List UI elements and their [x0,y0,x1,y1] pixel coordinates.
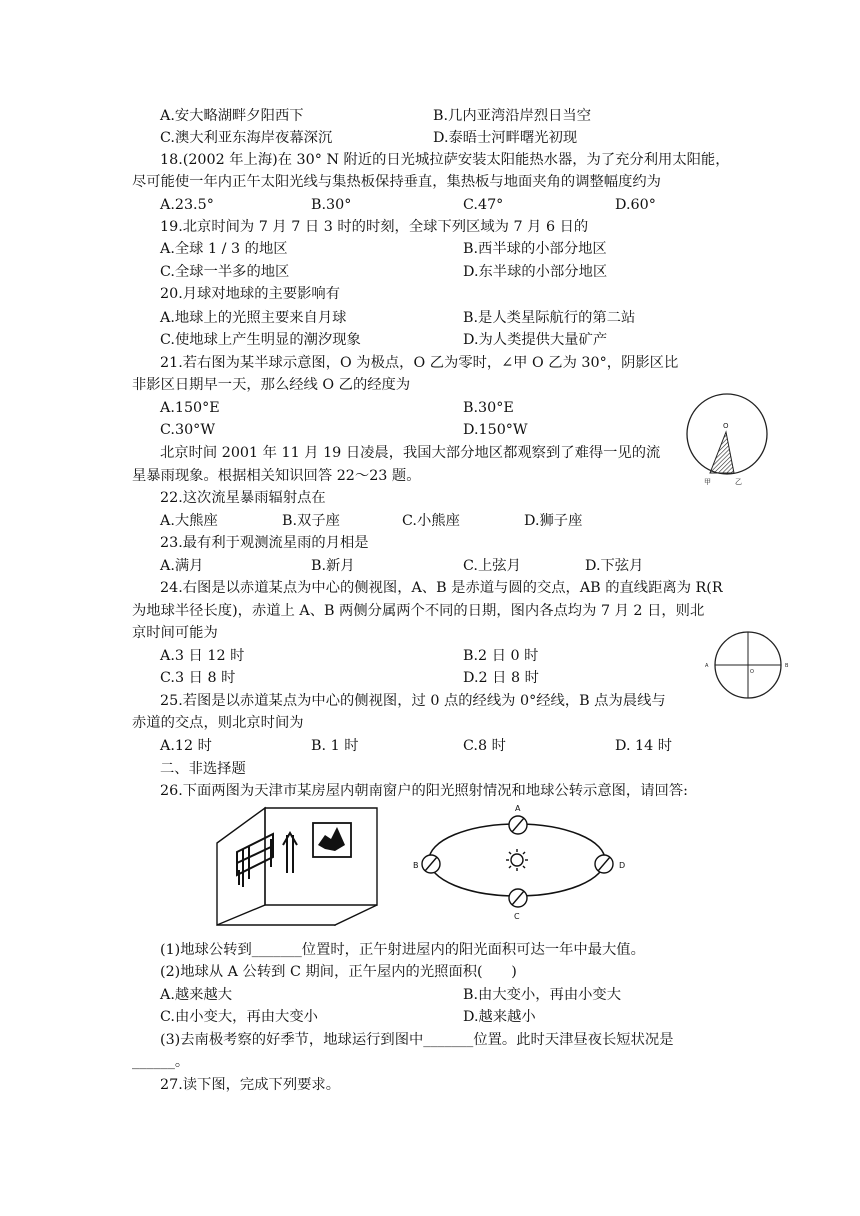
q24-option-d: D.2 日 8 时 [463,670,539,686]
left-wall [217,808,265,925]
q18-option-a: A.23.5° [160,197,214,213]
q26-option-d: D.越来越小 [463,1009,536,1025]
meteor-intro-cont: 星暴雨现象。根据相关知识回答 22～23 题。 [132,468,421,484]
q20-option-c: C.使地球上产生明显的潮汐现象 [160,332,361,348]
q20-option-a: A.地球上的光照主要来自月球 [160,310,347,326]
person-icon [283,833,297,873]
q18-option-b: B.30° [311,197,352,213]
orbit-label-d: D [619,861,626,870]
q17-option-a: A.安大略湖畔夕阳西下 [160,108,304,124]
q25-stem-cont: 赤道的交点，则北京时间为 [132,715,304,731]
q25-option-b: B. 1 时 [311,738,359,754]
yi-label: 乙 [735,478,742,486]
q17-option-d: D.泰晤士河畔曙光初现 [433,130,578,146]
section-heading: 二、非选择题 [160,761,246,777]
q19-option-d: D.东半球的小部分地区 [463,264,608,280]
earth-position-c [509,889,527,907]
earth-position-d [595,855,613,873]
point-b-label: B [785,663,789,669]
window-icon [237,834,273,887]
q24-stem: 24.右图是以赤道某点为中心的侧视图，A、B 是赤道与圆的交点，AB 的直线距离为 R(R [160,580,723,596]
q19-stem: 19.北京时间为 7 月 7 日 3 时的时刻，全球下列区域为 7 月 6 日的 [160,219,589,235]
q23-option-a: A.满月 [160,558,204,574]
q24-stem-cont2: 京时间可能为 [132,625,218,641]
q21-option-a: A.150°E [160,400,220,416]
q23-option-b: B.新月 [311,558,355,574]
q18-stem: 18.(2002 年上海)在 30° N 附近的日光城拉萨安装太阳能热水器，为了充分利用太阳能， [160,152,730,168]
meteor-intro: 北京时间 2001 年 11 月 19 日凌晨，我国大部分地区都观察到了难得一见的流 [160,445,661,461]
q19-option-c: C.全球一半多的地区 [160,264,290,280]
q25-option-a: A.12 时 [160,738,212,754]
q22-option-c: C.小熊座 [402,513,460,529]
q18-stem-cont: 尽可能使一年内正午太阳光线与集热板保持垂直，集热板与地面夹角的调整幅度约为 [132,174,661,190]
side-view-figure [700,630,795,705]
q21-stem: 21.若右图为某半球示意图，O 为极点，O 乙为零时，∠甲 O 乙为 30°，阴影区比 [160,355,679,371]
q22-option-b: B.双子座 [282,513,340,529]
sun-icon [506,849,528,871]
jia-label: 甲 [704,478,711,486]
q21-option-c: C.30°W [160,422,216,438]
q24-stem-cont: 为地球半径长度)，赤道上 A、B 两侧分属两个不同的日期，图内各点均为 7 月 2 日，则北 [132,603,705,619]
q21-option-d: D.150°W [463,422,528,438]
hemisphere-figure [680,392,780,487]
room-figure [215,805,385,930]
shaded-sector [710,432,734,473]
q26-part3-cont: ______。 [132,1054,190,1070]
q21-option-b: B.30°E [463,400,514,416]
q22-option-d: D.狮子座 [524,513,583,529]
q26-option-c: C.由小变大，再由大变小 [160,1009,318,1025]
q24-option-b: B.2 日 0 时 [463,648,539,664]
q18-option-c: C.47° [463,197,504,213]
q26-part1: (1)地球公转到_______位置时，正午射进屋内的阳光面积可达一年中最大值。 [160,942,645,958]
q17-option-b: B.几内亚湾沿岸烈日当空 [433,108,592,124]
q22-option-a: A.大熊座 [160,513,218,529]
q20-stem: 20.月球对地球的主要影响有 [160,286,341,302]
q23-stem: 23.最有利于观测流星雨的月相是 [160,535,369,551]
q23-option-d: D.下弦月 [585,558,644,574]
q20-option-b: B.是人类星际航行的第二站 [463,310,636,326]
orbit-label-b: B [413,861,419,870]
q26-option-b: B.由大变小，再由小变大 [463,987,622,1003]
q25-option-c: C.8 时 [463,738,506,754]
q25-stem: 25.若图是以赤道某点为中心的侧视图，过 0 点的经线为 0°经线，B 点为晨线与 [160,693,666,709]
orbit-label-c: C [514,912,520,921]
q24-option-a: A.3 日 12 时 [160,648,245,664]
orbit-label-a: A [515,804,521,813]
orbit-figure [405,798,645,923]
q26-option-a: A.越来越大 [160,987,233,1003]
point-a-label: A [705,663,709,669]
earth-position-b [422,855,440,873]
q19-option-b: B.西半球的小部分地区 [463,241,607,257]
orbit-ellipse [429,824,605,896]
q20-option-d: D.为人类提供大量矿产 [463,332,608,348]
q18-option-d: D.60° [615,197,656,213]
q24-option-c: C.3 日 8 时 [160,670,236,686]
q23-option-c: C.上弦月 [463,558,521,574]
q26-part2: (2)地球从 A 公转到 C 期间，正午屋内的光照面积( ) [160,964,517,980]
q19-option-a: A.全球 1 / 3 的地区 [160,241,288,257]
q25-option-d: D. 14 时 [615,738,673,754]
q17-option-c: C.澳大利亚东海岸夜幕深沉 [160,130,333,146]
q26-part3: (3)去南极考察的好季节，地球运行到图中_______位置。此时天津昼夜长短状况是 [160,1032,674,1048]
q27-stem: 27.读下图，完成下列要求。 [160,1077,341,1093]
q22-stem: 22.这次流星暴雨辐射点在 [160,490,326,506]
earth-position-a [509,816,527,834]
pole-label: O [723,422,729,430]
point-o-label: O [750,669,754,675]
q21-stem-cont: 非影区日期早一天，那么经线 O 乙的经度为 [132,377,411,393]
q26-stem: 26.下面两图为天津市某房屋内朝南窗户的阳光照射情况和地球公转示意图，请回答: [160,783,688,799]
